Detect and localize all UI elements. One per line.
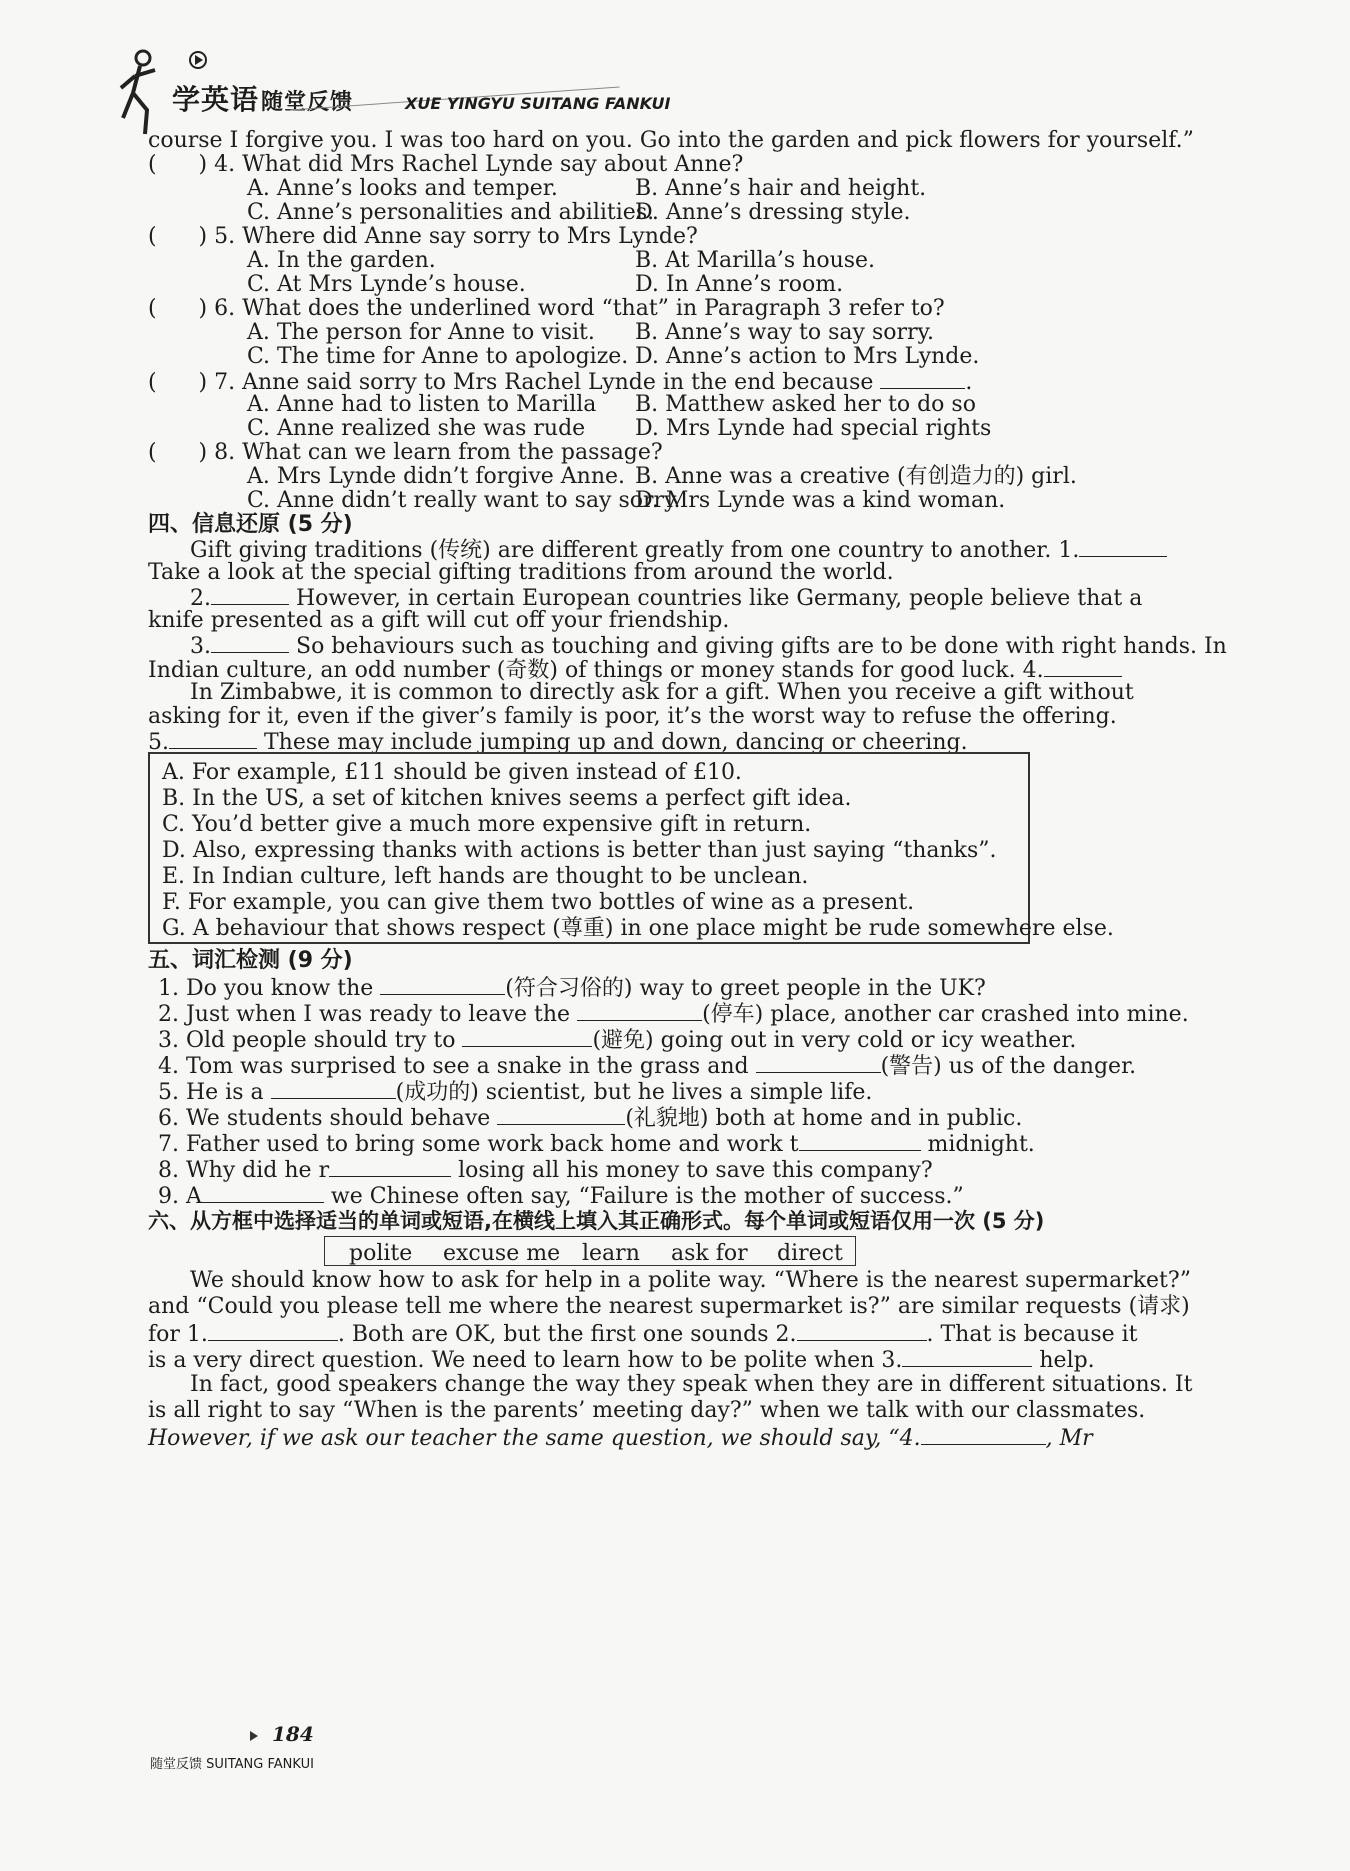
cloze-line4: is a very direct question. We need to learn how to be polite when 3. help. [148, 1348, 1095, 1373]
cloze-blank-1[interactable] [208, 1320, 338, 1341]
cloze-blank-4[interactable] [921, 1424, 1046, 1445]
para3-line1: 3. So behaviours such as touching and giving gifts are to be done with right hands. In [190, 634, 1227, 659]
question-7: ( ) 7. Anne said sorry to Mrs Rachel Lynde in the end because . [148, 370, 973, 395]
cloze-line6: is all right to say “When is the parents’ meeting day?” when we talk with our classmates. [148, 1398, 1146, 1423]
q4-option-b: B. Anne’s hair and height. [635, 176, 927, 201]
q6-option-a: A. The person for Anne to visit. [247, 320, 595, 345]
header-subtitle: XUE YINGYU SUITANG FANKUI [405, 94, 671, 113]
vocab-2-blank[interactable] [577, 1000, 702, 1021]
q4-option-d: D. Anne’s dressing style. [635, 200, 911, 225]
para2-line1: 2. However, in certain European countries like Germany, people believe that a [190, 586, 1143, 611]
q6-option-c: C. The time for Anne to apologize. [247, 344, 629, 369]
question-5: ( ) 5. Where did Anne say sorry to Mrs Lynde? [148, 224, 698, 249]
q8-option-c: C. Anne didn’t really want to say sorry. [247, 488, 681, 513]
q7-option-c: C. Anne realized she was rude [247, 416, 586, 441]
question-8: ( ) 8. What can we learn from the passage? [148, 440, 663, 465]
section-6-heading: 六、从方框中选择适当的单词或短语,在横线上填入其正确形式。每个单词或短语仅用一次 (5 分) [148, 1209, 1045, 1233]
section-4-heading: 四、信息还原 (5 分) [148, 512, 353, 537]
vocab-5: 5. He is a (成功的) scientist, but he lives a simple life. [158, 1080, 873, 1105]
runner-logo-icon [115, 48, 175, 138]
para2-line2: knife presented as a gift will cut off your friendship. [148, 608, 730, 633]
word-excuse-me: excuse me [443, 1241, 561, 1266]
para1-line2: Take a look at the special gifting traditions from around the world. [148, 560, 894, 585]
q8-option-d: D. Mrs Lynde was a kind woman. [635, 488, 1006, 513]
option-c: C. You’d better give a much more expensive gift in return. [162, 812, 812, 837]
q8-option-b: B. Anne was a creative (有创造力的) girl. [635, 464, 1077, 489]
page-number: 184 [272, 1722, 314, 1746]
q7-option-d: D. Mrs Lynde had special rights [635, 416, 992, 441]
cloze-blank-2[interactable] [797, 1320, 927, 1341]
cloze-line2: and “Could you please tell me where the nearest supermarket is?” are similar requests (请求) [148, 1294, 1190, 1319]
vocab-1-blank[interactable] [380, 974, 505, 995]
q4-option-c: C. Anne’s personalities and abilities. [247, 200, 655, 225]
option-b: B. In the US, a set of kitchen knives seems a perfect gift idea. [162, 786, 852, 811]
q5-option-c: C. At Mrs Lynde’s house. [247, 272, 526, 297]
q5-option-a: A. In the garden. [247, 248, 436, 273]
vocab-4-blank[interactable] [756, 1052, 881, 1073]
option-f: F. For example, you can give them two bottles of wine as a present. [162, 890, 915, 915]
play-icon [188, 50, 208, 70]
blank-4[interactable] [1044, 656, 1122, 677]
para1-line1: Gift giving traditions (传统) are different greatly from one country to another. 1. [190, 536, 1167, 564]
word-ask-for: ask for [671, 1241, 748, 1266]
cloze-line1: We should know how to ask for help in a polite way. “Where is the nearest supermarket?” [190, 1268, 1191, 1293]
vocab-4: 4. Tom was surprised to see a snake in the grass and (警告) us of the danger. [158, 1054, 1137, 1079]
word-direct: direct [777, 1241, 843, 1266]
cloze-line5: In fact, good speakers change the way they speak when they are in different situations. It [190, 1372, 1193, 1397]
cloze-blank-3[interactable] [902, 1346, 1032, 1367]
vocab-9-blank[interactable] [202, 1182, 324, 1203]
q7-option-a: A. Anne had to listen to Marilla [247, 392, 597, 417]
vocab-7: 7. Father used to bring some work back home and work t midnight. [158, 1132, 1035, 1157]
vocab-3: 3. Old people should try to (避免) going out in very cold or icy weather. [158, 1028, 1077, 1053]
footer-label: 随堂反馈 SUITANG FANKUI [150, 1757, 314, 1772]
q8-option-a: A. Mrs Lynde didn’t forgive Anne. [247, 464, 626, 489]
vocab-9: 9. A we Chinese often say, “Failure is the mother of success.” [158, 1184, 964, 1209]
arrow-icon [248, 1730, 268, 1742]
question-4: ( ) 4. What did Mrs Rachel Lynde say about Anne? [148, 152, 744, 177]
vocab-8-blank[interactable] [329, 1156, 451, 1177]
cloze-line3: for 1. . Both are OK, but the first one sounds 2. . That is because it [148, 1322, 1138, 1347]
para4-line3: 5. These may include jumping up and down, dancing or cheering. [148, 730, 968, 755]
q5-option-d: D. In Anne’s room. [635, 272, 844, 297]
question-6: ( ) 6. What does the underlined word “that” in Paragraph 3 refer to? [148, 296, 945, 321]
vocab-2: 2. Just when I was ready to leave the (停车) place, another car crashed into mine. [158, 1002, 1189, 1027]
section-5-heading: 五、词汇检测 (9 分) [148, 948, 353, 973]
blank-1[interactable] [1079, 536, 1167, 557]
header-title: 学英语随堂反馈 [172, 83, 354, 116]
option-d: D. Also, expressing thanks with actions is better than just saying “thanks”. [162, 838, 997, 863]
passage-end-line: course I forgive you. I was too hard on you. Go into the garden and pick flowers for yourself.” [148, 128, 1194, 153]
q5-option-b: B. At Marilla’s house. [635, 248, 876, 273]
vocab-3-blank[interactable] [462, 1026, 592, 1047]
blank-3[interactable] [211, 632, 289, 653]
vocab-5-blank[interactable] [271, 1078, 396, 1099]
blank-2[interactable] [211, 584, 289, 605]
word-box [324, 1236, 856, 1266]
q4-option-a: A. Anne’s looks and temper. [247, 176, 558, 201]
cloze-line7: However, if we ask our teacher the same question, we should say, “4. , Mr [148, 1426, 1093, 1451]
vocab-6: 6. We students should behave (礼貌地) both at home and in public. [158, 1106, 1023, 1131]
para4-line1: In Zimbabwe, it is common to directly ask for a gift. When you receive a gift without [190, 680, 1134, 705]
vocab-6-blank[interactable] [497, 1104, 625, 1125]
option-e: E. In Indian culture, left hands are thought to be unclean. [162, 864, 809, 889]
option-a: A. For example, £11 should be given instead of £10. [162, 760, 742, 785]
para3-line2: Indian culture, an odd number (奇数) of things or money stands for good luck. 4. [148, 656, 1122, 684]
word-learn: learn [582, 1241, 640, 1266]
vocab-8: 8. Why did he r losing all his money to save this company? [158, 1158, 933, 1183]
q6-option-b: B. Anne’s way to say sorry. [635, 320, 935, 345]
q7-answer-blank[interactable] [880, 368, 965, 389]
word-polite: polite [349, 1241, 413, 1266]
option-g: G. A behaviour that shows respect (尊重) in one place might be rude somewhere else. [162, 916, 1114, 941]
vocab-7-blank[interactable] [799, 1130, 921, 1151]
vocab-1: 1. Do you know the (符合习俗的) way to greet people in the UK? [158, 976, 986, 1001]
para4-line2: asking for it, even if the giver’s family is poor, it’s the worst way to refuse the offering. [148, 704, 1117, 729]
q7-option-b: B. Matthew asked her to do so [635, 392, 976, 417]
blank-5[interactable] [169, 728, 257, 749]
q6-option-d: D. Anne’s action to Mrs Lynde. [635, 344, 980, 369]
